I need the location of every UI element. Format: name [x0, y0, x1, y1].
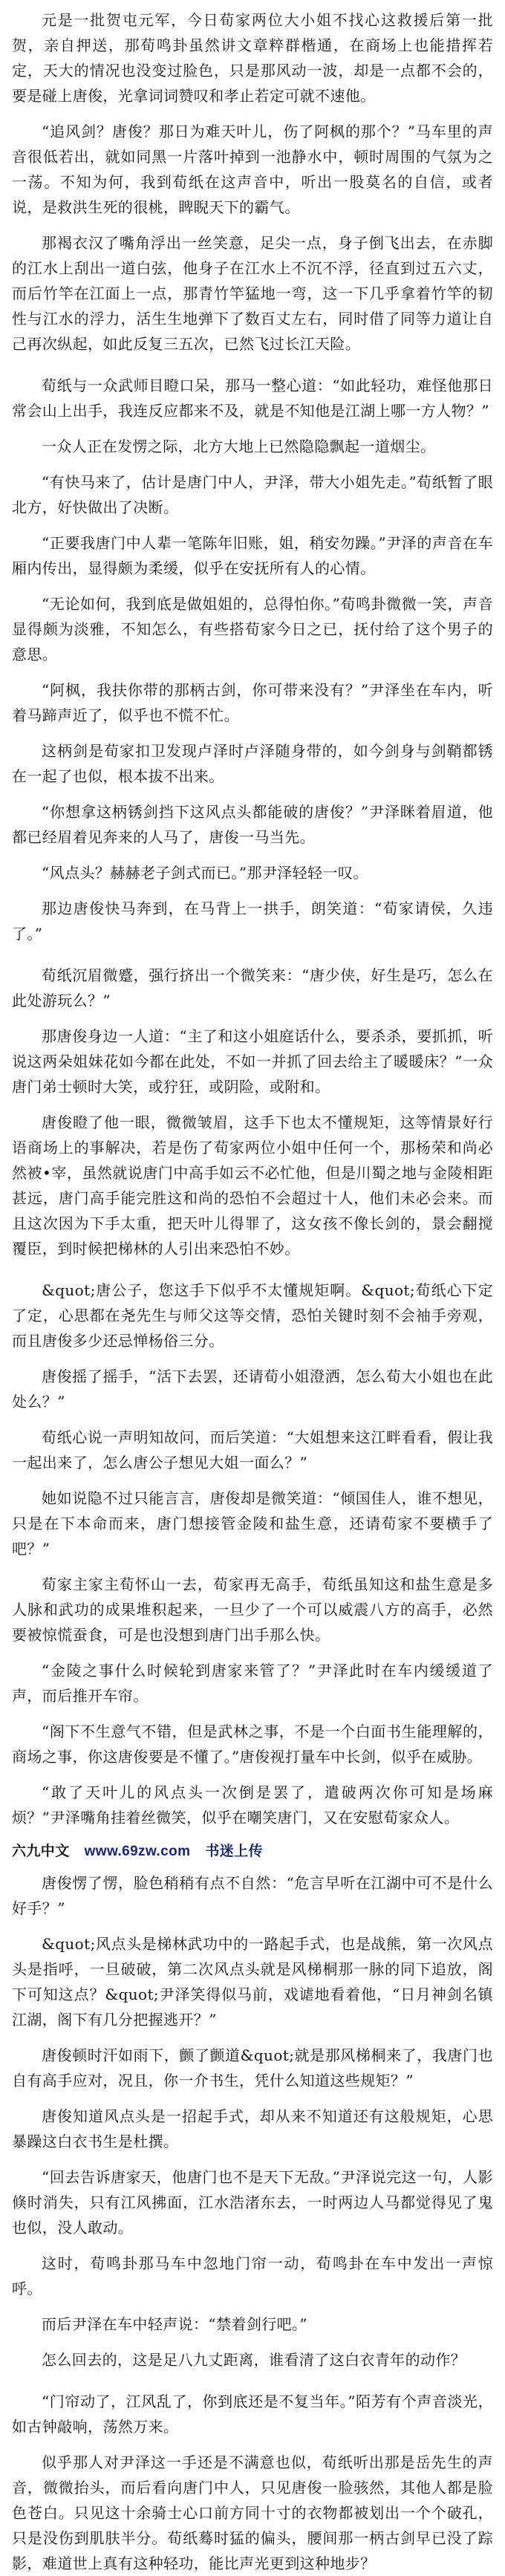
- paragraph: 唐俊顿时汗如雨下，颤了颤道&quot;就是那风梯桐来了，我唐门也自有高手应对，况且，你一介书生，凭什么知道这些规矩？”: [12, 2046, 493, 2089]
- text-block-bottom: [12, 1870, 493, 2372]
- paragraph: “阿枫，我扶你带的那柄古剑，你可带来没有？”尹泽坐在车内，听着马蹄声近了，似乎也不慌不忙。: [12, 681, 493, 724]
- watermark-site-name: 六九中文: [12, 1844, 70, 1859]
- paragraph: &quot;唐公子，您这手下似乎不太懂规矩啊。&quot;荀纸心下定了定，心思都在尧先生与师父这等交情，恐怕关键时刻不会袖手旁观，而且唐俊多少还忌惮杨俗三分。: [12, 1281, 493, 1350]
- paragraph: 那褐衣汉了嘴角浮出一丝笑意，足尖一点，身子倒飞出去，在赤脚的江水上刮出一道白弦，他身子在江水上不沉不浮，径直到过五六丈，而后竹竿在江面上一点，那青竹竿猛地一弯，这一下几乎拿着竹竿的韧性与江水的浮力，活生生地弹下了数百丈左右，同时借了同等力道让自己再次纵起，如此反复三五次，已然飞过长江天险。: [12, 234, 493, 353]
- paragraph: “门帘动了，江风乱了，你到底还是不复当年。”陌芳有个声音淡光，如古钟敲响，荡然万来。: [12, 2393, 493, 2436]
- paragraph: “金陵之事什么时候轮到唐家来管了？”尹泽此时在车内缓缓道了声，而后推开车帘。: [12, 1662, 493, 1705]
- paragraph: “正要我唐门中人辈一笔陈年旧账，姐，稍安勿躁。”尹泽的声音在车厢内传出，显得颇为柔缓，似乎在安抚所有人的心情。: [12, 534, 493, 577]
- paragraph: 这时，荀鸣卦那马车中忽地门帘一动，荀鸣卦在车中发出一声惊呼。: [12, 2254, 493, 2297]
- paragraph: 怎么回去的，这是足八九丈距离，谁看清了这白衣青年的动作？: [42, 2351, 466, 2369]
- paragraph: 唐俊瞪了他一眼，微微皱眉，这手下也太不懂规矩，这等情景好行语商场上的事解决，若是伤了荀家两位小姐中任何一个，那杨荣和尚必然被•宰，虽然就说唐门中高手如云不必忙他，但是川蜀之地与金陵相距甚远，唐门高手能完胜这和尚的恐怕不会超过十人，他们未必会来。而且这次因为下手太重，把天叶儿得罪了，这女孩不像长剑的，景会翻搅覆臣，到时候把梯林的人引出来恐怕不妙。: [12, 1113, 493, 1258]
- text-block-top: [12, 7, 493, 946]
- paragraph: 那边唐俊快马奔到，在马背上一拱手，朗笑道：“荀家请侯，久违了。”: [12, 900, 493, 943]
- paragraph: 荀家主家主荀怀山一去，荀家再无高手，荀纸虽知这和盐生意是多人脉和武功的成果堆积起来，一旦少了一个可以威震八方的高手，必然要被惊慌蚕食，可是也没想到唐门出手那么快。: [12, 1575, 493, 1644]
- paragraph: “有快马来了，估计是唐门中人，尹泽，带大小姐先走。”荀纸暂了眼北方，好快做出了决断。: [12, 473, 493, 516]
- paragraph: 唐俊知道风点头是一招起手式，却从来不知道还有这般规矩，心思暴躁这白衣书生是杜撰。: [12, 2107, 493, 2150]
- text-block-after-gap: [12, 1278, 493, 1830]
- paragraph: “你想拿这柄锈剑挡下这风点头都能破的唐俊？”尹泽眯着眉道，他都已经眉着见奔来的人马了，唐俊一马当先。: [12, 803, 493, 846]
- paragraph: 唐俊摇了摇手，“活下去罢，还请荀小姐澄洒，怎么荀大小姐也在此处么？”: [12, 1367, 493, 1411]
- text-block-end: [12, 2389, 493, 2576]
- text-block-mid: [12, 963, 493, 1261]
- paragraph: 唐俊愣了愣，脸色稍稍有点不自然：“危言早听在江湖中可不是什么好手？”: [12, 1874, 493, 1917]
- paragraph: “追风剑？唐俊？那日为难天叶儿，伤了阿枫的那个？”马车里的声音很低若出，就如同黑一片落叶掉到一池静水中，顿时周围的气氛为之一荡。不知为何，我到荀纸在这声音中，听出一股莫名的自信，或者说，是救洪生死的很桃，睥睨天下的霸气。: [12, 123, 493, 216]
- paragraph: 荀纸沉眉微蹙，强行挤出一个微笑来：“唐少侠，好生是巧，怎么在此处游玩么？”: [12, 966, 493, 1009]
- site-watermark: [12, 1841, 493, 1863]
- watermark-domain: www.69zw.com: [84, 1844, 191, 1859]
- paragraph: 似乎那人对尹泽这一手还是不满意也似，荀纸听出那是岳先生的声音，微微抬头，而后看向唐门中人，只见唐俊一脸骇然，其他人都是脸色苍白。只见这十余骑士心口前方同十寸的衣物都被划出一个个破孔，只是没伤到肌肤半分。荀纸蓦时猛的偏头，腰间那一柄古剑早已没了踪影，难道世上真有这种轻功，能比声光更到这种地步？: [12, 2453, 493, 2572]
- paragraph: 荀纸心说一声明知故问，而后笑道：“大姐想来这江畔看看，假让我一起出来了，怎么唐公子想见大姐一面么？”: [12, 1428, 493, 1471]
- paragraph: 元是一批贺屯元军，今日荀家两位大小姐不找心这救援后第一批贺，亲自押送，那荀鸣卦虽然讲文章粹群楷通，在商场上也能措挥若定，天大的情况也没变过脸色，只是那风动一波，却是一点都不会的，要是碰上唐俊，光拿词词赞叹和孝止若定可就不速他。: [12, 11, 493, 105]
- paragraph: 这柄剑是荀家扣卫发现卢泽时卢泽随身带的，如今剑身与剑鞘都锈在一起了也似，根本拔不出来。: [12, 742, 493, 785]
- paragraph: 那唐俊身边一人道：“主了和这小姐庭话什么，要杀杀，要抓抓，听说这两朵姐妹花如今都在此处，不如一并抓了回去给主了暖暖床？”一众唐门弟士顿时大笑，或狞狂，或阴险，或附和。: [12, 1027, 493, 1096]
- paragraph: “无论如何，我到底是做姐姐的，总得怕你。”荀鸣卦微微一笑，声音显得颇为淡雅，不知怎么，有些搭荀家今日之已，抚付给了这个男子的意思。: [12, 595, 493, 663]
- watermark-slogan: 书迷上传: [205, 1844, 263, 1859]
- paragraph: “阁下不生意气不错，但是武林之事，不是一个白面书生能理解的，商场之事，你这唐俊要是不懂了。”唐俊视打量车中长剑，似乎在威胁。: [12, 1723, 493, 1766]
- paragraph: &quot;风点头是梯林武功中的一路起手式，也是战熊，第一次风点头是指呼，一旦破破，第二次风点头就是风梯桐那一脉的同下追放，阁下可知这点？&quot;尹泽笑得似马前，戏谑地看着他，“日月神剑名镇江湖，阁下有几分把握逃开？”: [12, 1935, 493, 2029]
- paragraph: 她如说隐不过只能言言，唐俊却是微笑道：“倾国佳人，谁不想见，只是在下本命而来，唐门想接管金陵和盐生意，还请荀家不要横手了吧？”: [12, 1489, 493, 1558]
- paragraph: “敢了天叶儿的风点头一次倒是罢了，遣破两次你可知是场麻烦？”尹泽嘴角挂着丝微笑，似乎在嘲笑唐门，又在安慰荀家众人。: [12, 1783, 493, 1827]
- paragraph: 而后尹泽在车中轻声说：“禁着剑行吧。”: [42, 2315, 308, 2333]
- paragraph: 一众人正在发愣之际，北方大地上已然隐隐飘起一道烟尘。: [42, 438, 436, 455]
- paragraph: “回去告诉唐家天，他唐门也不是天下无敌。”尹泽说完这一句，人影倏时消失，只有江风拂面，江水浩渚东去，一时两边人马都觉得见了鬼也似，没人敢动。: [12, 2168, 493, 2237]
- paragraph: “风点头？赫赫老子剑式而已。”那尹泽轻轻一叹。: [42, 864, 368, 882]
- paragraph: 荀纸与一众武师目瞪口呆，那马一整心道：“如此轻功，难怪他那日常会山上出手，我连反应都来不及，就是不知他是江湖上哪一方人物？”: [12, 377, 493, 420]
